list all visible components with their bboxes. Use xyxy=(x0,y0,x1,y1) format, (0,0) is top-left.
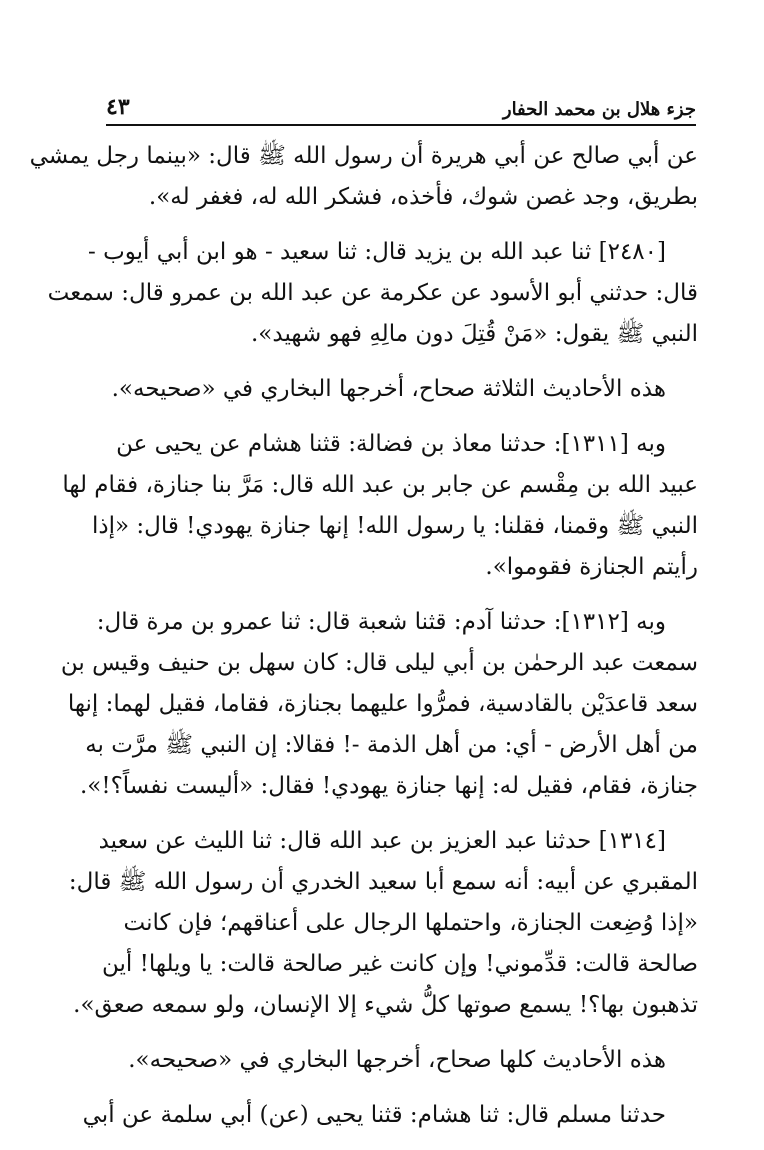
text-line: عن أبي صالح عن أبي هريرة أن رسول الله ﷺ قال: «بينما رجل يمشي xyxy=(29,143,698,169)
text-line: سعد قاعدَيْن بالقادسية، فمرُّوا عليهما بجنازة، فقاما، فقيل لهما: إنها xyxy=(67,691,698,717)
text-line: جنازة، فقام، فقيل له: إنها جنازة يهودي! فقال: «أليست نفساً؟!». xyxy=(79,773,698,799)
text-line: هذه الأحاديث الثلاثة صحاح، أخرجها البخاري في «صحيحه». xyxy=(111,376,666,402)
text-line: من أهل الأرض - أي: من أهل الذمة -! فقالا: إن النبي ﷺ مرَّت به xyxy=(85,732,698,758)
text-line: وبه [١٣١١]: حدثنا معاذ بن فضالة: قثنا هشام عن يحيى عن xyxy=(116,431,666,457)
page-number: ٤٣ xyxy=(106,94,130,120)
text-line: [٢٤٨٠] ثنا عبد الله بن يزيد قال: ثنا سعيد - هو ابن أبي أيوب - xyxy=(88,239,666,265)
text-line: صالحة قالت: قدِّموني! وإن كانت غير صالحة قالت: يا ويلها! أين xyxy=(101,951,698,977)
text-line: عبيد الله بن مِقْسم عن جابر بن عبد الله قال: مَرَّ بنا جنازة، فقام لها xyxy=(62,472,698,498)
paragraph xyxy=(62,424,698,588)
paragraph xyxy=(68,821,698,1026)
text-line: حدثنا مسلم قال: ثنا هشام: قثنا يحيى (عن) أبي سلمة عن أبي xyxy=(82,1102,666,1128)
text-line: «إذا وُضِعت الجنازة، واحتملها الرجال على أعناقهم؛ فإن كانت xyxy=(123,910,698,936)
body-text xyxy=(29,136,698,1150)
text-line: وبه [١٣١٢]: حدثنا آدم: قثنا شعبة قال: ثنا عمرو بن مرة قال: xyxy=(96,609,666,635)
text-line: النبي ﷺ يقول: «مَنْ قُتِلَ دون مالِهِ فهو شهيد». xyxy=(250,321,698,347)
text-line: النبي ﷺ وقمنا، فقلنا: يا رسول الله! إنها جنازة يهودي! قال: «إذا xyxy=(92,513,698,539)
text-line: تذهبون بها؟! يسمع صوتها كلُّ شيء إلا الإنسان، ولو سمعه صعق». xyxy=(73,992,698,1018)
text-line: سمعت عبد الرحمٰن بن أبي ليلى قال: كان سهل بن حنيف وقيس بن xyxy=(60,650,698,676)
text-line: [١٣١٤] حدثنا عبد العزيز بن عبد الله قال: ثنا الليث عن سعيد xyxy=(98,828,666,854)
paragraph xyxy=(60,602,698,807)
paragraph xyxy=(82,1095,698,1136)
paragraph xyxy=(47,232,698,355)
paragraph xyxy=(29,136,698,218)
paragraph xyxy=(100,1040,698,1081)
text-line: هذه الأحاديث كلها صحاح، أخرجها البخاري في «صحيحه». xyxy=(128,1047,666,1073)
text-line: بطريق، وجد غصن شوك، فأخذه، فشكر الله له، فغفر له». xyxy=(148,184,698,210)
text-line: رأيتم الجنازة فقوموا». xyxy=(485,554,698,580)
text-line: المقبري عن أبيه: أنه سمع أبا سعيد الخدري أن رسول الله ﷺ قال: xyxy=(68,869,698,895)
paragraph xyxy=(100,369,698,410)
text-line: قال: حدثني أبو الأسود عن عكرمة عن عبد الله بن عمرو قال: سمعت xyxy=(47,280,698,306)
page-header xyxy=(106,86,696,126)
running-title: جزء هلال بن محمد الحفار xyxy=(502,99,696,120)
